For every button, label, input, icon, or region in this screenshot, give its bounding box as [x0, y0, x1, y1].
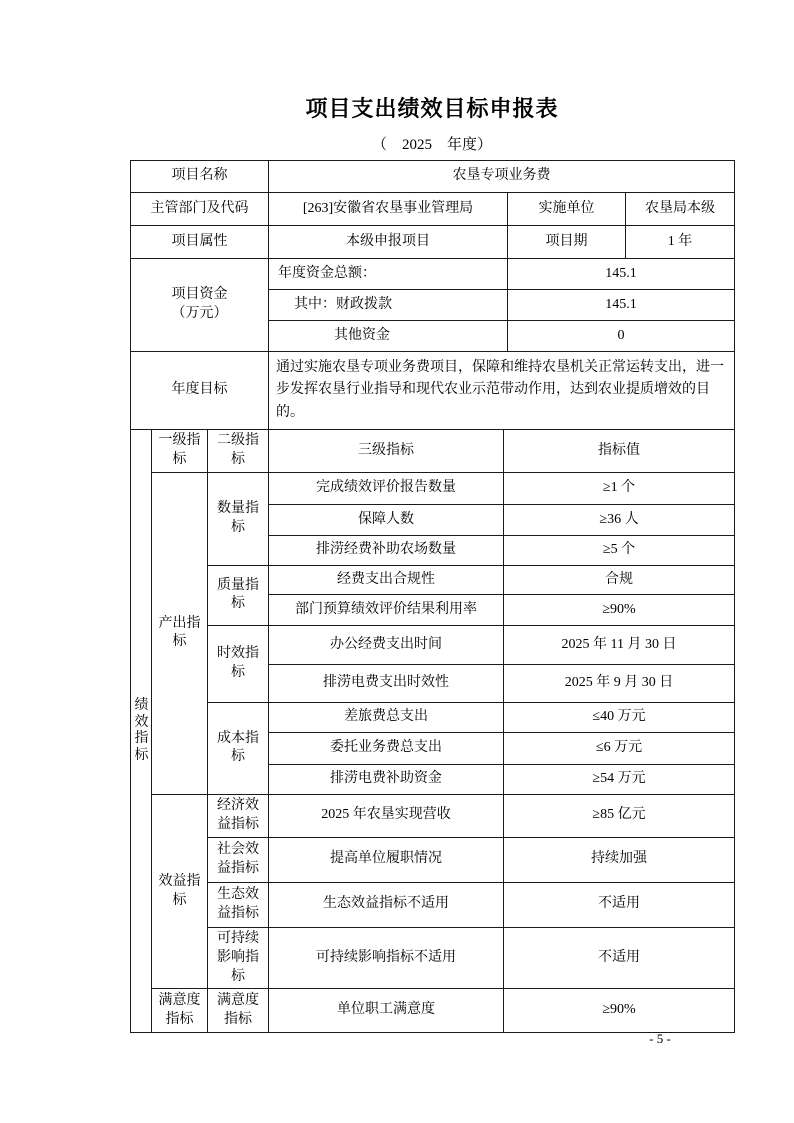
level1-benefit: 效益指标 — [152, 794, 208, 988]
indicator-name: 经费支出合规性 — [269, 565, 504, 594]
project-period-value: 1 年 — [626, 226, 735, 259]
page-subtitle: （ 2025 年度） — [371, 137, 492, 153]
page-number: - 5 - — [649, 1031, 671, 1046]
indicator-value: ≥90% — [504, 989, 735, 1033]
indicator-value: ≥36 人 — [504, 504, 735, 535]
table-row — [131, 472, 735, 504]
indicator-value: 不适用 — [504, 927, 735, 989]
level1-satisfaction: 满意度指标 — [152, 989, 208, 1033]
indicator-name: 排涝经费补助农场数量 — [269, 535, 504, 565]
level2-quality: 质量指标 — [208, 565, 269, 625]
header-level2: 二级指标 — [208, 430, 269, 473]
table-row — [131, 193, 735, 226]
indicator-value: ≥1 个 — [504, 472, 735, 504]
funds-label-text: 项目资金（万元） — [171, 287, 228, 321]
header-level1: 一级指标 — [152, 430, 208, 473]
funds-label — [131, 259, 269, 352]
table-row — [131, 882, 735, 927]
funds-other-value: 0 — [508, 321, 735, 352]
level2-sustainability: 可持续影响指标 — [208, 927, 269, 989]
level2-timeliness: 时效指标 — [208, 625, 269, 702]
indicator-value: ≥90% — [504, 594, 735, 625]
impl-unit-value: 农垦局本级 — [626, 193, 735, 226]
indicator-value: 持续加强 — [504, 837, 735, 882]
dept-value: [263]安徽省农垦事业管理局 — [269, 193, 508, 226]
indicator-value: 合规 — [504, 565, 735, 594]
table-row — [131, 259, 735, 290]
impl-unit-label: 实施单位 — [508, 193, 626, 226]
indicator-value: ≤40 万元 — [504, 702, 735, 732]
table-row — [131, 794, 735, 837]
dept-label: 主管部门及代码 — [131, 193, 269, 226]
declaration-form — [130, 160, 734, 1033]
indicator-value: ≤6 万元 — [504, 732, 735, 764]
project-attr-value: 本级申报项目 — [269, 226, 508, 259]
table-row — [131, 837, 735, 882]
side-label-performance-indicators — [131, 430, 152, 1033]
indicator-name: 保障人数 — [269, 504, 504, 535]
table-row — [131, 430, 735, 473]
table-row — [131, 226, 735, 259]
funds-other-label: 其他资金 — [269, 321, 508, 352]
performance-indicators-table — [130, 429, 735, 1033]
indicator-value: 2025 年 11 月 30 日 — [504, 625, 735, 664]
header-level3: 三级指标 — [269, 430, 504, 473]
table-row — [131, 625, 735, 664]
table-row — [131, 352, 735, 430]
indicator-name: 排涝电费补助资金 — [269, 764, 504, 794]
level2-cost: 成本指标 — [208, 702, 269, 794]
funds-total-value: 145.1 — [508, 259, 735, 290]
indicator-name: 部门预算绩效评价结果利用率 — [269, 594, 504, 625]
table-row — [131, 702, 735, 732]
funds-fiscal-value: 145.1 — [508, 290, 735, 321]
level2-economic: 经济效益指标 — [208, 794, 269, 837]
indicator-name: 办公经费支出时间 — [269, 625, 504, 664]
project-name-value: 农垦专项业务费 — [269, 161, 735, 193]
level2-quantity: 数量指标 — [208, 472, 269, 565]
indicator-value: ≥85 亿元 — [504, 794, 735, 837]
table-row — [131, 989, 735, 1033]
indicator-name: 单位职工满意度 — [269, 989, 504, 1033]
funds-total-label: 年度资金总额： — [269, 259, 508, 290]
project-attr-label: 项目属性 — [131, 226, 269, 259]
indicator-name: 差旅费总支出 — [269, 702, 504, 732]
indicator-name: 排涝电费支出时效性 — [269, 664, 504, 702]
project-name-label: 项目名称 — [131, 161, 269, 193]
table-row — [131, 161, 735, 193]
annual-goal-value: 通过实施农垦专项业务费项目，保障和维持农垦机关正常运转支出，进一步发挥农垦行业指导和现代农业示范带动作用，达到农业提质增效的目的。 — [269, 352, 735, 430]
table-row — [131, 565, 735, 594]
indicator-name: 生态效益指标不适用 — [269, 882, 504, 927]
level2-satisfaction: 满意度指标 — [208, 989, 269, 1033]
page-title: 项目支出绩效目标申报表 — [305, 96, 559, 121]
indicator-name: 2025 年农垦实现营收 — [269, 794, 504, 837]
indicator-name: 委托业务费总支出 — [269, 732, 504, 764]
project-period-label: 项目期 — [508, 226, 626, 259]
level2-ecological: 生态效益指标 — [208, 882, 269, 927]
indicator-name: 完成绩效评价报告数量 — [269, 472, 504, 504]
indicator-value: 不适用 — [504, 882, 735, 927]
table-row — [131, 927, 735, 989]
annual-goal-label: 年度目标 — [131, 352, 269, 430]
indicator-value: ≥54 万元 — [504, 764, 735, 794]
indicator-value: 2025 年 9 月 30 日 — [504, 664, 735, 702]
level1-output: 产出指标 — [152, 472, 208, 794]
indicator-name: 提高单位履职情况 — [269, 837, 504, 882]
level2-social: 社会效益指标 — [208, 837, 269, 882]
funds-fiscal-label: 其中：财政拨款 — [269, 290, 508, 321]
indicator-value: ≥5 个 — [504, 535, 735, 565]
indicator-name: 可持续影响指标不适用 — [269, 927, 504, 989]
header-value: 指标值 — [504, 430, 735, 473]
project-info-table — [130, 160, 735, 430]
side-label-text: 绩效指标 — [134, 698, 149, 763]
